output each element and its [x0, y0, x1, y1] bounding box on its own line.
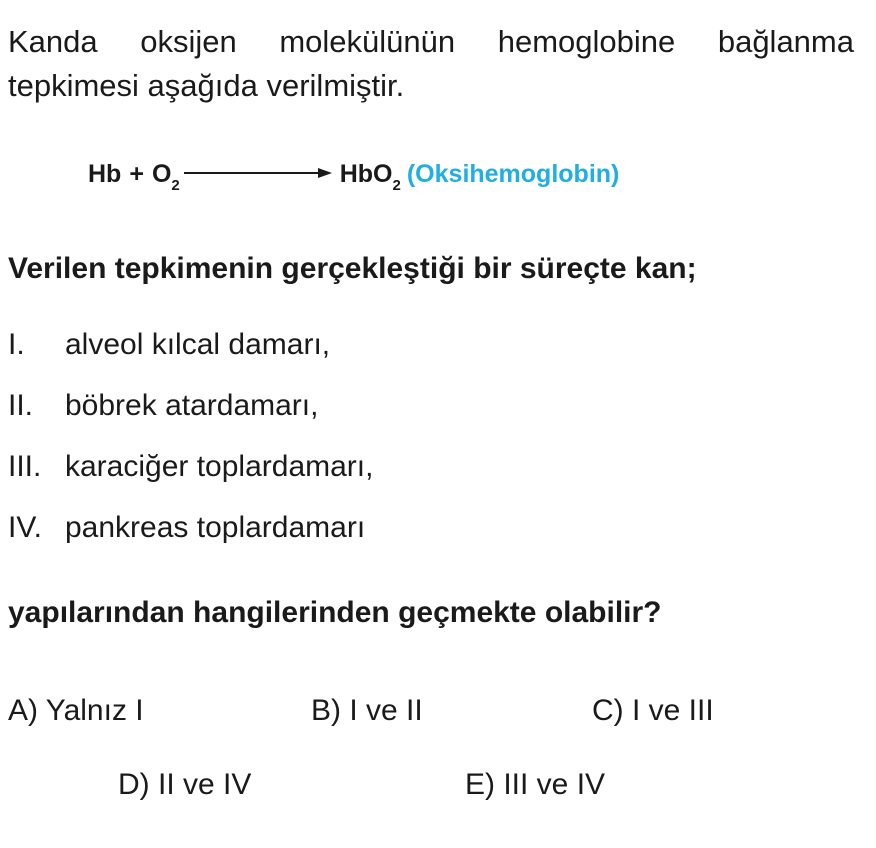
reactant-oxygen-subscript: 2	[171, 177, 180, 194]
product-oxyhemoglobin	[339, 160, 401, 194]
reactant-oxygen	[151, 160, 180, 194]
option-numeral: IV.	[8, 511, 42, 544]
product-subscript: 2	[392, 177, 401, 194]
product-name-label: (Oksihemoglobin)	[406, 160, 620, 188]
answer-choice-e[interactable]: E) III ve IV	[465, 768, 606, 801]
product-formula: HbO	[339, 160, 393, 188]
option-text: alveol kılcal damarı,	[65, 328, 331, 361]
answer-choice-d[interactable]: D) II ve IV	[118, 768, 252, 801]
plus-sign: +	[129, 160, 144, 188]
option-text: karaciğer toplardamarı,	[65, 450, 374, 483]
list-item	[8, 389, 373, 450]
answer-choice-b[interactable]: B) I ve II	[311, 694, 423, 727]
reactant-oxygen-symbol: O	[151, 160, 172, 188]
option-numeral: III.	[8, 450, 42, 483]
list-item	[8, 328, 373, 389]
reactant-hemoglobin: Hb	[88, 160, 122, 188]
question-text: yapılarından hangilerinden geçmekte olabilir?	[8, 596, 662, 629]
option-numeral: I.	[8, 328, 25, 361]
question-stem: Verilen tepkimenin gerçekleştiği bir süreçte kan;	[8, 252, 697, 285]
reaction-arrow-icon	[184, 165, 332, 181]
answer-choice-a[interactable]: A) Yalnız I	[8, 694, 144, 727]
intro-line-2: tepkimesi aşağıda verilmiştir.	[8, 68, 405, 103]
list-item	[8, 450, 373, 511]
reaction-equation	[88, 160, 620, 194]
intro-text	[8, 20, 854, 108]
option-text: böbrek atardamarı,	[65, 389, 319, 422]
answer-choice-c[interactable]: C) I ve III	[592, 694, 714, 727]
list-item	[8, 511, 373, 572]
structure-options-list	[8, 328, 373, 572]
option-text: pankreas toplardamarı	[65, 511, 366, 544]
intro-line-1: Kanda oksijen molekülünün hemoglobine bağlanma	[8, 24, 854, 59]
option-numeral: II.	[8, 389, 34, 422]
